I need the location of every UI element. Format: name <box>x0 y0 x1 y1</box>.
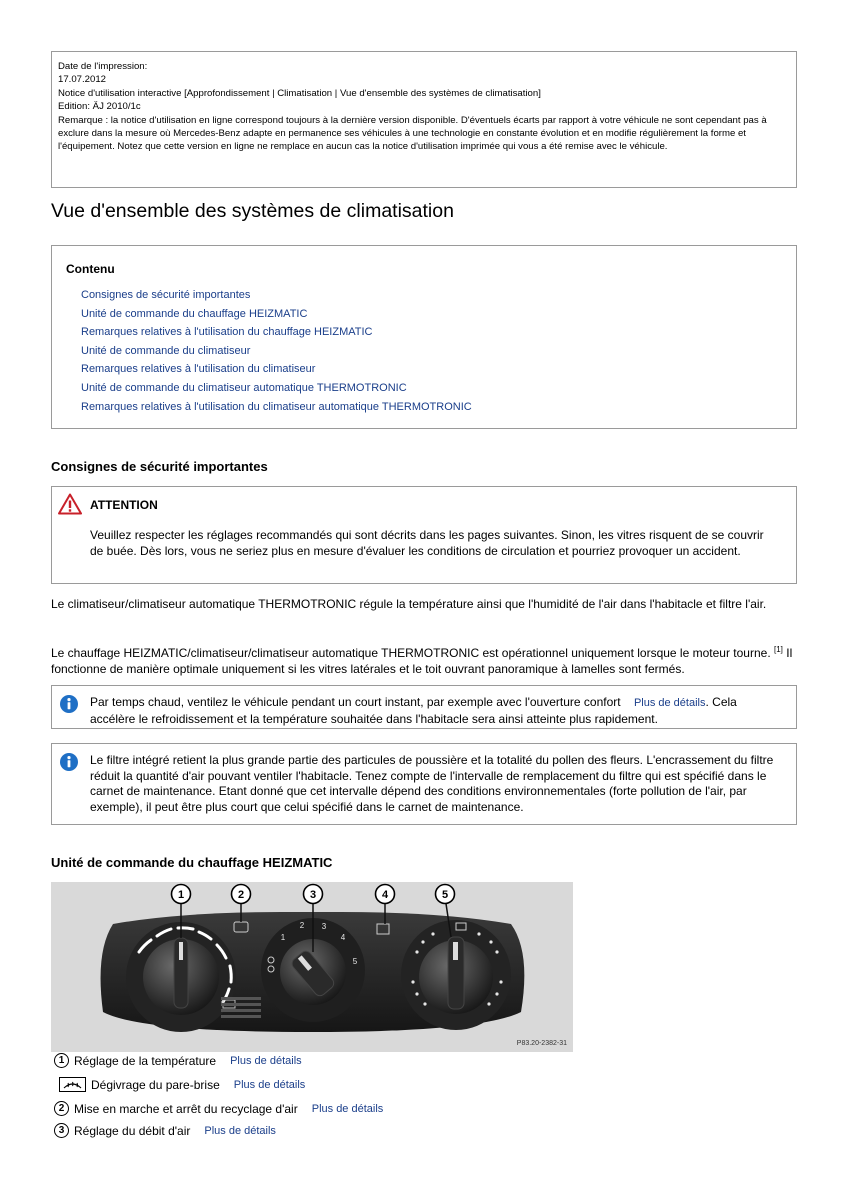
info-box-filter <box>51 743 797 825</box>
section-heading-safety: Consignes de sécurité importantes <box>51 459 268 474</box>
info-text-b: . Cela accélère le refroidissement et la température souhaitée dans l'habitacle sera ainsi atteinte plus rapidement. <box>90 695 737 726</box>
toc-link-safety[interactable]: Consignes de sécurité importantes <box>81 289 251 301</box>
edition: Edition: ÄJ 2010/1c <box>58 101 141 113</box>
info-icon <box>60 695 78 713</box>
legend-number: 3 <box>54 1123 69 1138</box>
toc-heading: Contenu <box>66 262 115 276</box>
legend-label: Réglage du débit d'air <box>74 1123 191 1138</box>
legend-label: Dégivrage du pare-brise <box>91 1077 220 1092</box>
legend-item-airflow <box>51 1123 276 1138</box>
footnote-ref[interactable]: [1] <box>774 645 783 654</box>
fan-step-3: 3 <box>321 922 327 931</box>
more-details-link[interactable]: Plus de détails <box>311 1102 384 1115</box>
more-details-link[interactable]: Plus de détails <box>633 697 706 709</box>
fan-step-5: 5 <box>352 957 358 966</box>
legend-label: Réglage de la température <box>74 1053 217 1068</box>
toc-link-heizmatic-unit[interactable]: Unité de commande du chauffage HEIZMATIC <box>81 307 308 320</box>
print-date: 17.07.2012 <box>58 74 107 86</box>
paragraph-operation-text-a: Le chauffage HEIZMATIC/climatiseur/climatiseur automatique THERMOTRONIC est opérationnel uniquement lorsque le moteur tourne. <box>51 646 771 660</box>
legend-label: Mise en marche et arrêt du recyclage d'air <box>74 1101 298 1116</box>
breadcrumb: Notice d'utilisation interactive [Approfondissement | Climatisation | Vue d'ensemble des systèmes de climatisation] <box>58 87 541 99</box>
fan-step-2: 2 <box>299 921 305 930</box>
fan-step-4: 4 <box>340 933 346 942</box>
warning-text: Veuillez respecter les réglages recommandés qui sont décrits dans les pages suivantes. Sinon, les vitres risquent de se couvrir de buée. Dès lors, vous ne seriez plus en mesure d'évaluer les conditions de circulation et pourriez provoquer un accident. <box>90 528 764 558</box>
info-text-a: Par temps chaud, ventilez le véhicule pendant un court instant, par exemple avec l'ouverture confort <box>90 695 621 709</box>
table-of-contents <box>51 245 797 429</box>
legend-item-temperature <box>51 1053 302 1068</box>
callout-3: 3 <box>309 889 317 901</box>
more-details-link[interactable]: Plus de détails <box>233 1078 306 1091</box>
toc-link-thermotronic-notes[interactable]: Remarques relatives à l'utilisation du climatiseur automatique THERMOTRONIC <box>81 400 472 413</box>
print-date-label: Date de l'impression: <box>58 61 148 72</box>
section-heading-heizmatic: Unité de commande du chauffage HEIZMATIC <box>51 855 333 870</box>
info-text-filter: Le filtre intégré retient la plus grande partie des particules de poussière et la totalité du pollen des fleurs. L'encrassement du filtre réduit la quantité d'air pouvant ventiler l'habitacle. Tenez compte de l'intervalle de remplacement du filtre qui est spécifié dans le carnet de maintenance. Etant donné que cet intervalle dépend des conditions environnementales (forte pollution de l'air, par exemple), il peut être plus court que celui spécifié dans le carnet de maintenance. <box>90 753 774 814</box>
toc-link-climate-notes[interactable]: Remarques relatives à l'utilisation du climatiseur <box>81 363 316 376</box>
info-box-ventilation <box>51 685 797 729</box>
callout-5: 5 <box>441 889 449 901</box>
legend-number: 1 <box>54 1053 69 1068</box>
warning-title: ATTENTION <box>90 498 158 512</box>
page-title: Vue d'ensemble des systèmes de climatisation <box>51 200 454 222</box>
legend-item-defrost <box>51 1077 305 1092</box>
callout-2: 2 <box>237 889 245 901</box>
warning-box <box>51 486 797 584</box>
paragraph-regulation: Le climatiseur/climatiseur automatique THERMOTRONIC régule la température ainsi que l'humidité de l'air dans l'habitacle et filtre l'air. <box>51 597 767 611</box>
print-metadata-box <box>51 51 797 188</box>
toc-link-thermotronic-unit[interactable]: Unité de commande du climatiseur automatique THERMOTRONIC <box>81 381 407 394</box>
paragraph-operation-text-b: Il fonctionne de manière optimale uniquement si les vitres latérales et le toit ouvrant panoramique à lamelles sont fermés. <box>51 646 793 676</box>
more-details-link[interactable]: Plus de détails <box>204 1124 276 1137</box>
heizmatic-control-panel-figure <box>51 882 573 1052</box>
callout-1: 1 <box>177 889 185 901</box>
toc-link-heizmatic-notes[interactable]: Remarques relatives à l'utilisation du chauffage HEIZMATIC <box>81 326 373 339</box>
toc-link-climate-unit[interactable]: Unité de commande du climatiseur <box>81 344 251 357</box>
windshield-defrost-icon <box>59 1077 86 1092</box>
warning-icon <box>58 493 82 515</box>
fan-step-1: 1 <box>280 933 286 942</box>
remark-text: Remarque : la notice d'utilisation en ligne correspond toujours à la dernière version disponible. D'éventuels écarts par rapport à votre véhicule ne sont cependant pas à exclure dans la mesure où Mercedes-Benz adapte en permanence ses véhicules à une technologie en constante évolution et en modifie régulièrement la forme et l'équipement. Notez que cette version en ligne ne remplace en aucun cas la notice d'utilisation imprimée qui vous a été remise avec le véhicule. <box>58 114 767 153</box>
callout-4: 4 <box>381 889 389 901</box>
legend-item-recirculation <box>51 1101 383 1116</box>
more-details-link[interactable]: Plus de détails <box>230 1054 302 1067</box>
info-icon <box>60 753 78 771</box>
info-text-ventilation <box>90 695 782 727</box>
legend-number: 2 <box>54 1101 69 1116</box>
paragraph-operation <box>51 642 797 677</box>
figure-code: P83.20-2382-31 <box>516 1040 567 1047</box>
